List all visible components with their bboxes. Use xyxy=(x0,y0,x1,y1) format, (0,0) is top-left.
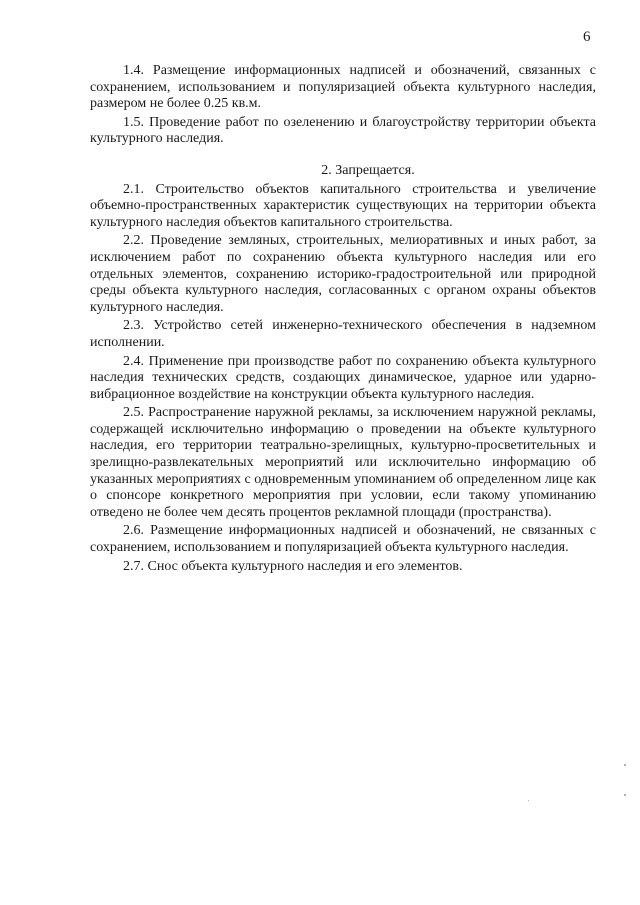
section-heading: 2. Запрещается. xyxy=(321,162,415,178)
scan-speck xyxy=(624,794,626,796)
clause-2-4: 2.4. Применение при производстве работ по сохранению объекта культурного наследия технических средств, создающих динамическое, ударное или ударно-вибрационное воздействие на конструкции объекта культурного наследия. xyxy=(90,353,596,402)
clause-2-7: 2.7. Снос объекта культурного наследия и его элементов. xyxy=(123,558,463,574)
scan-speck xyxy=(528,800,529,801)
clause-2-2: 2.2. Проведение земляных, строительных, мелиоративных и иных работ, за исключением работ по сохранению объекта культурного наследия или его отдельных элементов, сохранению историко-градостроительной или природной среды объекта культурного наследия, согласованных с органом охраны объектов культурного наследия. xyxy=(90,233,596,315)
clause-2-5: 2.5. Распространение наружной рекламы, за исключением наружной рекламы, содержащей исключительно информацию о проведении на объекте культурного наследия, его территории театрально-зрелищных, культурно-просветительных и зрелищно-развлекательных мероприятий или исключительно информацию об указанных мероприятиях с одновременным упоминанием об определенном лице как о спонсоре конкретного мероприятия при условии, если такому упоминанию отведено не более чем десять процентов рекламной площади (пространства). xyxy=(90,405,596,520)
document-body xyxy=(90,63,596,575)
scan-speck xyxy=(624,764,626,766)
page-number: 6 xyxy=(583,29,591,45)
clause-2-6: 2.6. Размещение информационных надписей и обозначений, не связанных с сохранением, использованием и популяризацией объекта культурного наследия. xyxy=(90,523,596,556)
clause-2-1: 2.1. Строительство объектов капитального строительства и увеличение объемно-пространственных характеристик существующих на территории объекта культурного наследия объектов капитального строительства. xyxy=(90,181,596,230)
clause-1-4: 1.4. Размещение информационных надписей и обозначений, связанных с сохранением, использованием и популяризацией объекта культурного наследия, размером не более 0.25 кв.м. xyxy=(90,63,596,112)
clause-2-3: 2.3. Устройство сетей инженерно-технического обеспечения в надземном исполнении. xyxy=(90,318,596,350)
clause-1-5: 1.5. Проведение работ по озеленению и благоустройству территории объекта культурного наследия. xyxy=(90,114,596,147)
